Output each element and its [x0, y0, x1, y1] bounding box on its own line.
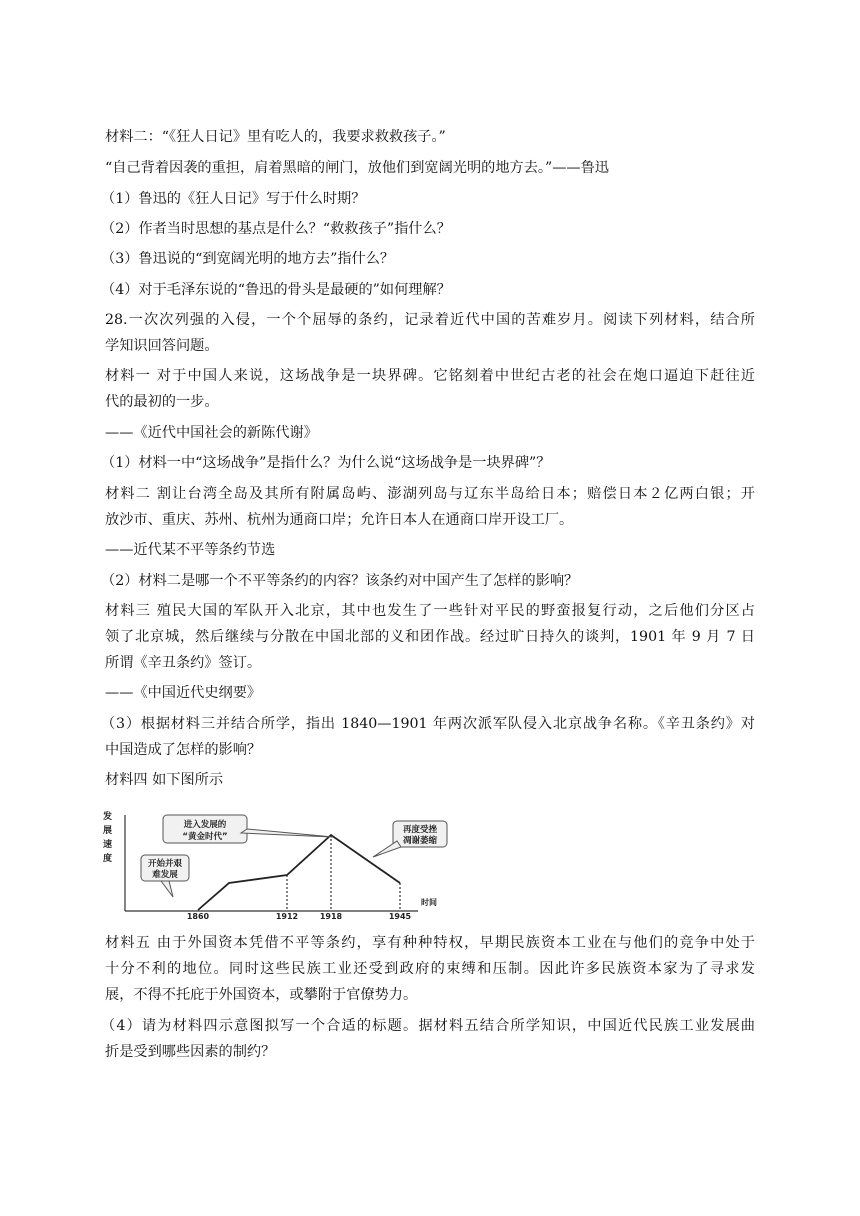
svg-text:度: 度	[103, 854, 113, 864]
question-2: （2）作者当时思想的基点是什么？“救救孩子”指什么？	[101, 221, 451, 237]
annotation-golden-age	[163, 815, 333, 843]
material-2b-source: ——近代某不平等条约节选	[105, 542, 276, 558]
material-2b-line-2: 放沙市、重庆、苏州、杭州为通商口岸；允许日本人在通商口岸开设工厂。	[105, 512, 574, 528]
q28-question-1: （1）材料一中“这场战争”是指什么？为什么说“这场战争是一块界碑”？	[101, 455, 551, 471]
industry-development-diagram	[103, 807, 483, 919]
x-axis-label: 时间	[421, 898, 437, 907]
svg-text:再度受挫: 再度受挫	[402, 825, 438, 835]
q28-intro-line-1: 28.一次次列强的入侵，一个个屈辱的条约，记录着近代中国的苦难岁月。阅读下列材料，结合所	[105, 312, 755, 328]
material-3-source: ——《中国近代史纲要》	[105, 685, 262, 701]
material-3-line-3: 所谓《辛丑条约》签订。	[105, 655, 262, 671]
development-curve	[198, 835, 400, 910]
annotation-decline	[373, 821, 447, 857]
q28-question-3-line-1: （3）根据材料三并结合所学，指出 1840—1901 年两次派军队侵入北京战争名称。《辛丑条约》对	[101, 716, 755, 732]
svg-text:难发展: 难发展	[152, 870, 178, 880]
svg-text:凋谢萎缩: 凋谢萎缩	[402, 836, 438, 846]
material-1-source: ——《近代中国社会的新陈代谢》	[105, 425, 318, 441]
x-tick-label: 1945	[388, 912, 412, 919]
material-5-line-1: 材料五 由于外国资本凭借不平等条约，享有种种特权，早期民族资本工业在与他们的竞争中处于	[105, 935, 755, 951]
question-1: （1）鲁迅的《狂人日记》写于什么时期？	[101, 191, 366, 207]
q28-question-4-line-1: （4）请为材料四示意图拟写一个合适的标题。据材料五结合所学知识，中国近代民族工业发展曲	[101, 1018, 755, 1034]
material-3-line-1: 材料三 殖民大国的军队开入北京，其中也发生了一些针对平民的野蛮报复行动，之后他们分区占	[105, 603, 755, 619]
svg-text:发: 发	[103, 812, 113, 822]
material-1-line-1: 材料一 对于中国人来说，这场战争是一块界碑。它铭刻着中世纪古老的社会在炮口逼迫下赶往近	[105, 368, 755, 384]
svg-text:进入发展的: 进入发展的	[183, 820, 227, 830]
material-1-line-2: 代的最初的一步。	[105, 394, 219, 410]
x-tick-label: 1912	[275, 912, 299, 919]
material-5-line-2: 十分不利的地位。同时这些民族工业还受到政府的束缚和压制。因此许多民族资本家为了寻求发	[105, 961, 755, 977]
material-4: 材料四 如下图所示	[105, 772, 224, 788]
svg-text:开始并艰: 开始并艰	[147, 859, 183, 869]
q28-intro-line-2: 学知识回答问题。	[105, 338, 219, 354]
svg-text:速: 速	[103, 840, 113, 850]
question-4: （4）对于毛泽东说的“鲁迅的骨头是最硬的”如何理解？	[101, 282, 451, 298]
q28-question-2: （2）材料二是哪一个不平等条约的内容？该条约对中国产生了怎样的影响？	[101, 573, 579, 589]
y-axis-label	[103, 810, 112, 864]
material-2-line-2: “自己背着因袭的重担，肩着黑暗的闸门，放他们到宽阔光明的地方去。”——鲁迅	[105, 160, 609, 176]
annotation-start	[141, 855, 189, 897]
question-3: （3）鲁迅说的“到宽阔光明的地方去”指什么？	[101, 251, 395, 267]
material-2b-line-1: 材料二 割让台湾全岛及其所有附属岛屿、澎湖列岛与辽东半岛给日本；赔偿日本２亿两白银；开	[105, 486, 755, 502]
q28-question-4-line-2: 折是受到哪些因素的制约？	[105, 1044, 276, 1060]
x-tick-label: 1918	[319, 912, 343, 919]
svg-text:展: 展	[103, 826, 113, 836]
q28-question-3-line-2: 中国造成了怎样的影响？	[105, 742, 262, 758]
x-tick-label: 1860	[186, 912, 210, 919]
material-2-line-1: 材料二：“《狂人日记》里有吃人的，我要求救救孩子。”	[105, 129, 446, 145]
material-5-line-3: 展，不得不托庇于外国资本，或攀附于官僚势力。	[105, 987, 418, 1003]
material-3-line-2: 领了北京城，然后继续与分散在中国北部的义和团作战。经过旷日持久的谈判，1901 年 9 月 7 日	[105, 629, 755, 645]
svg-text:“黄金时代”: “黄金时代”	[182, 832, 228, 842]
